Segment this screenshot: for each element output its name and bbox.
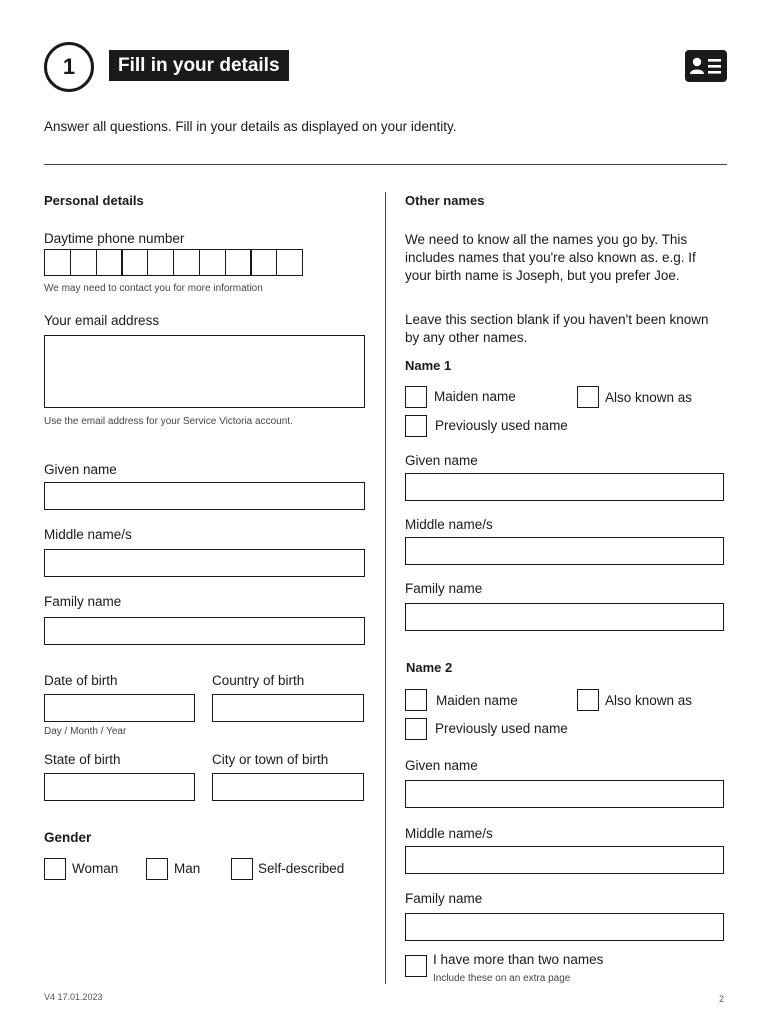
name2-previous-label: Previously used name [435, 721, 568, 736]
name2-middle-field[interactable] [405, 846, 724, 874]
name1-aka-label: Also known as [605, 390, 693, 405]
version-stamp: V4 17.01.2023 [44, 992, 103, 1002]
id-card-icon [685, 50, 727, 82]
gender-heading: Gender [44, 830, 92, 845]
phone-digit-box[interactable] [250, 249, 277, 276]
gender-self-described-label: Self-described [258, 861, 345, 876]
name2-given-label: Given name [405, 758, 478, 773]
phone-input-grid[interactable] [44, 249, 302, 276]
email-field[interactable] [44, 335, 365, 408]
phone-digit-box[interactable] [225, 249, 252, 276]
phone-label: Daytime phone number [44, 231, 185, 246]
page-number: 2 [719, 994, 725, 1004]
family-name-label: Family name [44, 594, 122, 609]
city-of-birth-field[interactable] [212, 773, 364, 801]
other-names-explanation: We need to know all the names you go by. This includes names that you're also known as. e.g. If your birth name is Joseph, but you prefer Joe. [405, 232, 696, 284]
phone-digit-box[interactable] [147, 249, 174, 276]
family-name-field[interactable] [44, 617, 365, 645]
gender-self-described-checkbox[interactable] [231, 858, 253, 880]
name2-maiden-label: Maiden name [436, 693, 518, 708]
section-title: Fill in your details [109, 50, 289, 81]
given-name-field[interactable] [44, 482, 365, 510]
name1-middle-field[interactable] [405, 537, 724, 565]
dob-field[interactable] [44, 694, 195, 722]
name1-maiden-label: Maiden name [434, 389, 516, 404]
phone-hint: We may need to contact you for more information [44, 283, 263, 294]
name2-family-label: Family name [405, 891, 483, 906]
name1-previous-checkbox[interactable] [405, 415, 427, 437]
email-hint: Use the email address for your Service Victoria account. [44, 416, 293, 427]
name2-family-field[interactable] [405, 913, 724, 941]
name1-family-field[interactable] [405, 603, 724, 631]
name2-middle-label: Middle name/s [405, 826, 493, 841]
name1-family-label: Family name [405, 581, 483, 596]
intro-text: Answer all questions. Fill in your details as displayed on your identity. [44, 119, 457, 134]
name1-previous-label: Previously used name [435, 418, 568, 433]
name1-given-label: Given name [405, 453, 478, 468]
gender-woman-checkbox[interactable] [44, 858, 66, 880]
phone-digit-box[interactable] [70, 249, 97, 276]
state-of-birth-field[interactable] [44, 773, 195, 801]
personal-details-heading: Personal details [44, 193, 144, 208]
name2-aka-label: Also known as [605, 693, 693, 708]
given-name-label: Given name [44, 462, 117, 477]
more-names-label: I have more than two names [433, 952, 604, 967]
name1-aka-checkbox[interactable] [577, 386, 599, 408]
name1-maiden-checkbox[interactable] [405, 386, 427, 408]
state-of-birth-label: State of birth [44, 752, 121, 767]
step-number: 1 [44, 42, 94, 92]
column-divider [385, 192, 386, 984]
email-label: Your email address [44, 313, 160, 328]
gender-man-label: Man [174, 861, 201, 876]
country-of-birth-field[interactable] [212, 694, 364, 722]
phone-digit-box[interactable] [199, 249, 226, 276]
name1-heading: Name 1 [405, 358, 452, 373]
gender-woman-label: Woman [72, 861, 119, 876]
gender-man-checkbox[interactable] [146, 858, 168, 880]
dob-label: Date of birth [44, 673, 118, 688]
name2-heading: Name 2 [406, 660, 453, 675]
middle-name-field[interactable] [44, 549, 365, 577]
name2-maiden-checkbox[interactable] [405, 689, 427, 711]
middle-name-label: Middle name/s [44, 527, 132, 542]
city-of-birth-label: City or town of birth [212, 752, 329, 767]
other-names-instruction: Leave this section blank if you haven't been known by any other names. [405, 312, 709, 346]
phone-digit-box[interactable] [96, 249, 123, 276]
name1-given-field[interactable] [405, 473, 724, 501]
dob-hint: Day / Month / Year [44, 726, 127, 737]
more-names-hint: Include these on an extra page [433, 973, 571, 984]
phone-digit-box[interactable] [121, 249, 148, 276]
country-of-birth-label: Country of birth [212, 673, 305, 688]
name2-previous-checkbox[interactable] [405, 718, 427, 740]
phone-digit-box[interactable] [276, 249, 303, 276]
divider [44, 164, 727, 165]
name2-given-field[interactable] [405, 780, 724, 808]
name2-aka-checkbox[interactable] [577, 689, 599, 711]
more-names-checkbox[interactable] [405, 955, 427, 977]
name1-middle-label: Middle name/s [405, 517, 493, 532]
phone-digit-box[interactable] [44, 249, 71, 276]
other-names-heading: Other names [405, 193, 485, 208]
phone-digit-box[interactable] [173, 249, 200, 276]
